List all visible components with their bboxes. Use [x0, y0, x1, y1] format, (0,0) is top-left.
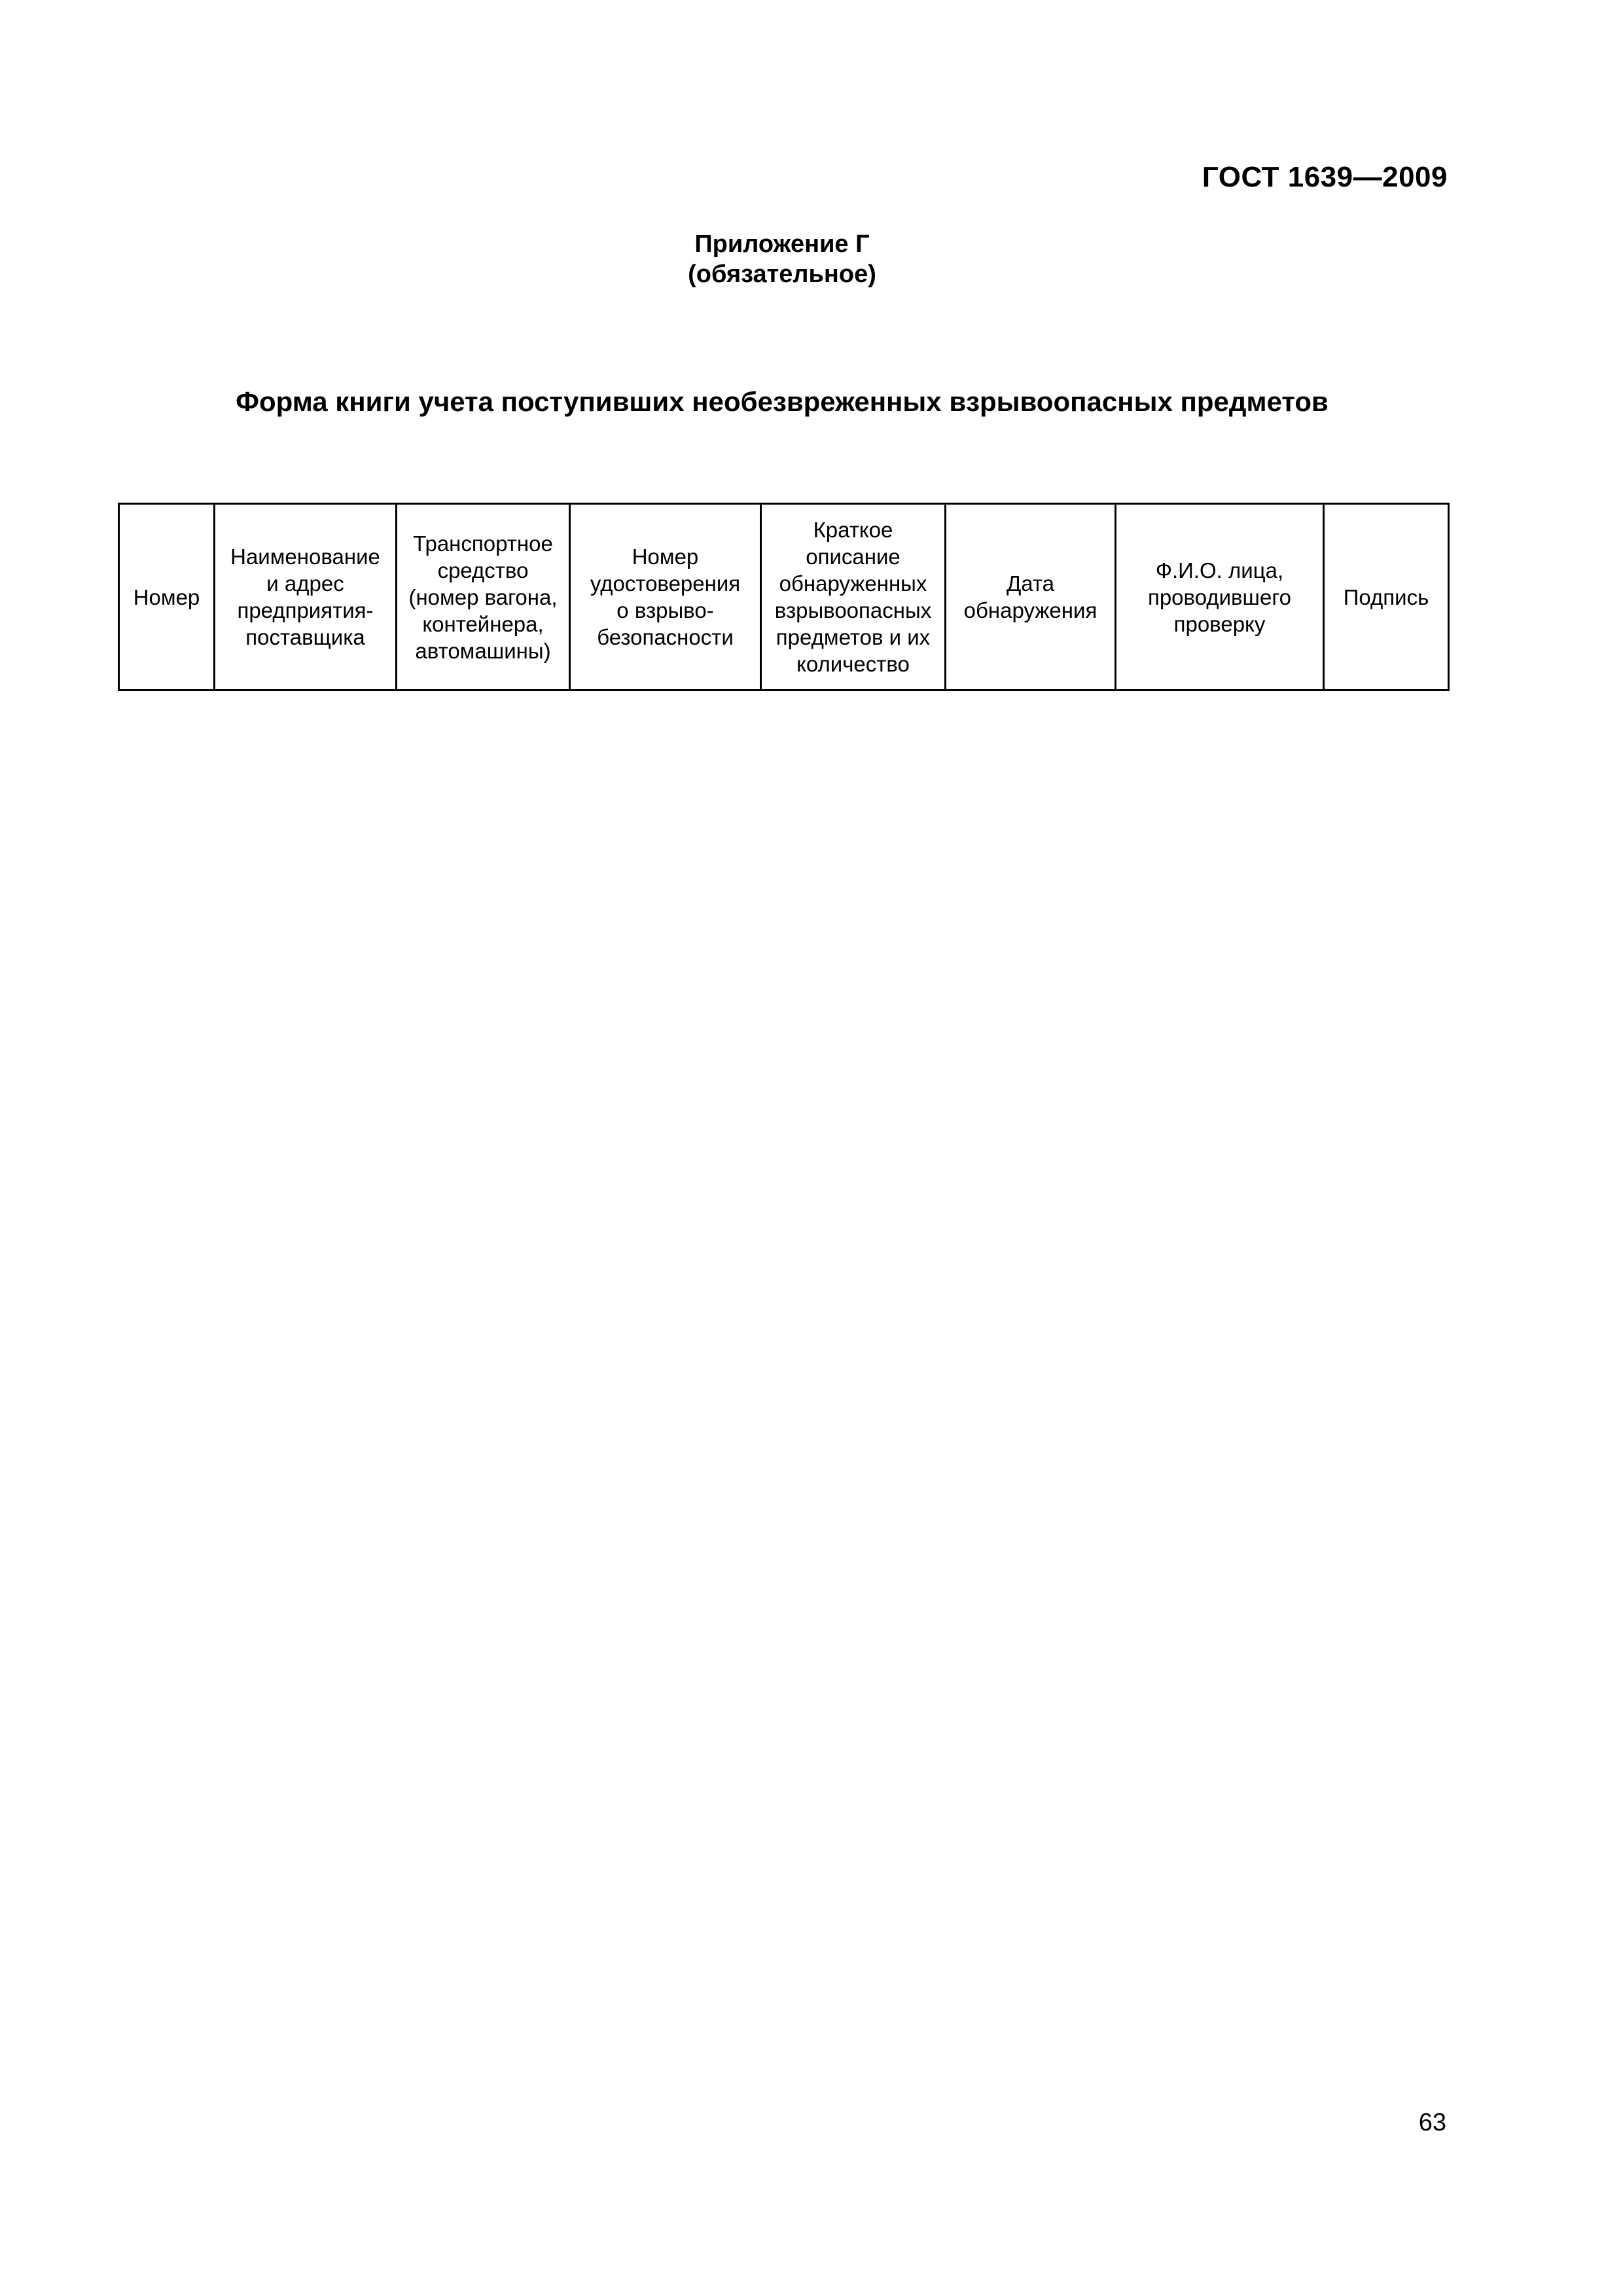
column-header-description: Краткое описание обнаруженных взрывоопасных предметов и их количество [761, 504, 946, 691]
table-header-row [119, 504, 1449, 691]
column-header-supplier: Наименование и адрес предприятия- поставщика [215, 504, 397, 691]
appendix-status: (обязательное) [688, 260, 876, 288]
column-header-date: Дата обнаружения [946, 504, 1116, 691]
column-header-certificate: Номер удостоверения о взрыво- безопасности [570, 504, 761, 691]
page-number: 63 [1418, 2109, 1446, 2136]
column-header-signature: Подпись [1324, 504, 1449, 691]
appendix-heading [0, 229, 1564, 289]
document-code: ГОСТ 1639—2009 [1202, 161, 1448, 193]
form-title: Форма книги учета поступивших необезвреженных взрывоопасных предметов [236, 386, 1329, 417]
column-header-vehicle: Транспортное средство (номер вагона, контейнера, автомашины) [397, 504, 570, 691]
column-header-number: Номер [119, 504, 215, 691]
register-table [118, 503, 1450, 691]
column-header-inspector: Ф.И.О. лица, проводившего проверку [1116, 504, 1324, 691]
appendix-title: Приложение Г [694, 230, 870, 258]
